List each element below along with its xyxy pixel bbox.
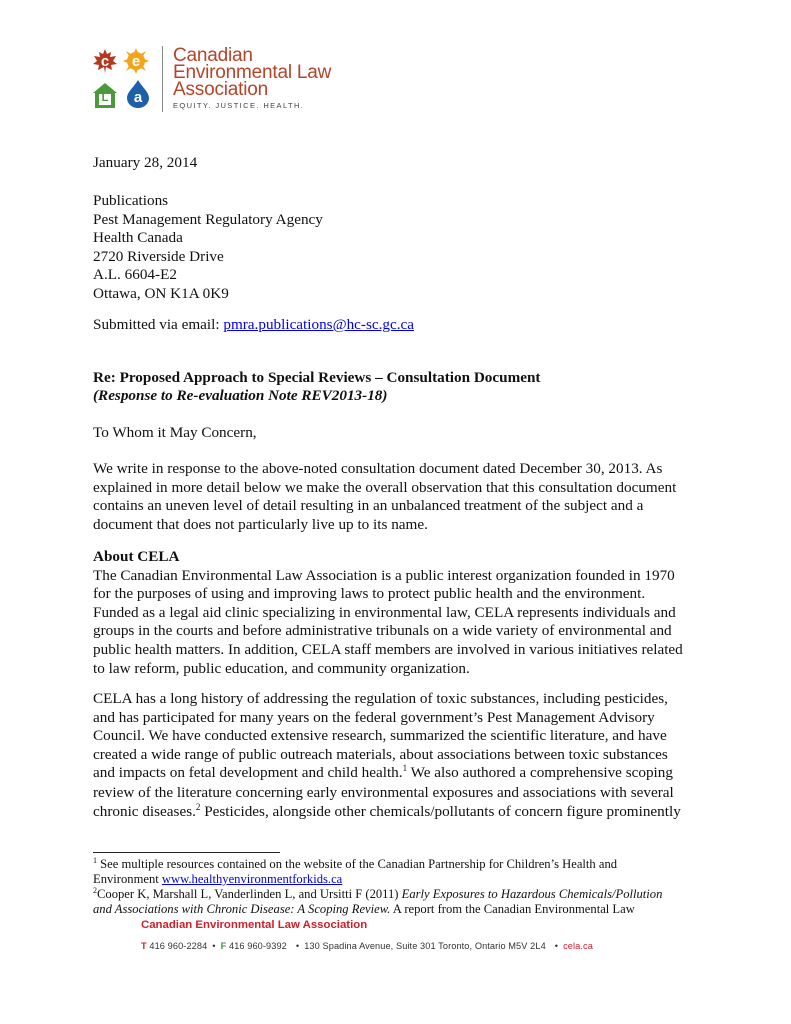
fax-label: F bbox=[220, 941, 227, 951]
text-line: We write in response to the above-noted consultation document dated December 30, 2013. As bbox=[93, 460, 663, 477]
water-drop-icon: a bbox=[125, 80, 151, 106]
logo-name-line: Canadian bbox=[173, 45, 253, 66]
text-line: for the purposes of using and improving laws to protect public health and the environment. bbox=[93, 585, 646, 603]
fax-number: 416 960-9392 bbox=[226, 941, 287, 951]
text-line: to law reform, public education, and community organization. bbox=[93, 659, 470, 677]
text-line: Council. We have conducted extensive research, summarized the scientific literature, and have bbox=[93, 727, 667, 745]
footnote-2: $^2$Cooper K, Marshall L, Vanderlinden L, and Ursitti F (2011) Early Exposures to Hazardous Chemicals/Pollution bbox=[93, 886, 663, 901]
address-line: Publications bbox=[93, 192, 169, 209]
text-line: groups in the courts and before administrative tribunals on a wide variety of environmental and bbox=[93, 622, 672, 640]
footnote-ref-2[interactable]: 2 bbox=[195, 801, 201, 812]
subject-subtitle: (Response to Re-evaluation Note REV2013-18) bbox=[93, 387, 388, 404]
footer-org-name: Canadian Environmental Law Association bbox=[141, 919, 368, 931]
footer-contact: T 416 960-2284 • F 416 960-9392 • 130 Spadina Avenue, Suite 301 Toronto, Ontario M5V 2L4 • cela.ca bbox=[141, 941, 593, 951]
maple-leaf-icon: c bbox=[92, 48, 118, 74]
submitted-label: Submitted via email: bbox=[93, 316, 224, 333]
letter-date: January 28, 2014 bbox=[93, 154, 198, 171]
sun-icon: e bbox=[123, 48, 149, 74]
text-line: contains an uneven level of detail resulting in an unbalanced treatment of the subject and a bbox=[93, 497, 644, 515]
phone-number: 416 960-2284 bbox=[146, 941, 208, 951]
text-line: Funded as a legal aid clinic specializing in environmental law, CELA represents individuals and bbox=[93, 603, 676, 621]
footnote-1: $^1$ See multiple resources contained on the website of the Canadian Partnership for Children’s Health and bbox=[93, 856, 618, 871]
logo-name-line: Environmental Law bbox=[173, 62, 332, 83]
logo-divider bbox=[162, 46, 163, 112]
website-link[interactable]: cela.ca bbox=[563, 941, 593, 951]
text-line: The Canadian Environmental Law Association is a public interest organization founded in 1970 bbox=[93, 566, 675, 584]
logo-name-line: Association bbox=[173, 79, 268, 100]
email-link[interactable]: pmra.publications@hc-sc.gc.ca bbox=[223, 316, 415, 333]
text-line: public health matters. In addition, CELA staff members are involved in various initiatives related bbox=[93, 640, 683, 658]
text-line: and impacts on fetal development and child health.$^1$ We also authored a comprehensive scoping bbox=[93, 763, 673, 782]
history-paragraph bbox=[93, 690, 681, 822]
footnote-ref-1[interactable]: 1 bbox=[402, 763, 408, 774]
submitted-via-line bbox=[93, 316, 414, 335]
text-line: created a wide range of public outreach materials, about associations between toxic substances bbox=[93, 745, 668, 763]
address: 130 Spadina Avenue, Suite 301 Toronto, Ontario M5V 2L4 bbox=[304, 941, 546, 951]
footnote-link[interactable]: www.healthyenvironmentforkids.ca bbox=[161, 872, 343, 886]
footnote-1-cont: Environment www.healthyenvironmentforkids.ca bbox=[93, 872, 343, 886]
logo-icons bbox=[90, 46, 154, 112]
cela-logo bbox=[90, 46, 331, 116]
text-line: review of the literature concerning early environmental exposures and associations with several bbox=[93, 783, 674, 801]
text-line: chronic diseases.$^2$ Pesticides, alongside other chemicals/pollutants of concern figure prominently bbox=[93, 801, 681, 820]
salutation: To Whom it May Concern, bbox=[93, 424, 257, 441]
address-line: 2720 Riverside Drive bbox=[93, 247, 224, 265]
footnote-separator bbox=[93, 852, 280, 853]
logo-wordmark bbox=[173, 46, 331, 111]
recipient-address bbox=[93, 192, 323, 304]
text-line: explained in more detail below we make the overall observation that this consultation document bbox=[93, 478, 677, 496]
subject-line: Re: Proposed Approach to Special Reviews – Consultation Document bbox=[93, 369, 541, 386]
address-line: Ottawa, ON K1A 0K9 bbox=[93, 284, 229, 302]
footnote-2-cont: and Associations with Chronic Disease: A Scoping Review. A report from the Canadian Environmental Law bbox=[93, 902, 635, 916]
address-line: A.L. 6604-E2 bbox=[93, 266, 177, 284]
address-line: Pest Management Regulatory Agency bbox=[93, 210, 323, 228]
about-section bbox=[93, 548, 683, 678]
address-line: Health Canada bbox=[93, 229, 183, 247]
house-icon: L bbox=[92, 82, 118, 108]
intro-paragraph bbox=[93, 460, 676, 534]
text-line: CELA has a long history of addressing the regulation of toxic substances, including pesticides, bbox=[93, 690, 668, 707]
section-heading: About CELA bbox=[93, 548, 180, 565]
text-line: document that does not particularly live up to its name. bbox=[93, 515, 428, 533]
logo-tagline: EQUITY. JUSTICE. HEALTH. bbox=[173, 101, 305, 110]
phone-label: T bbox=[141, 941, 147, 951]
text-line: and has participated for many years on the federal government’s Pest Management Advisory bbox=[93, 708, 655, 726]
